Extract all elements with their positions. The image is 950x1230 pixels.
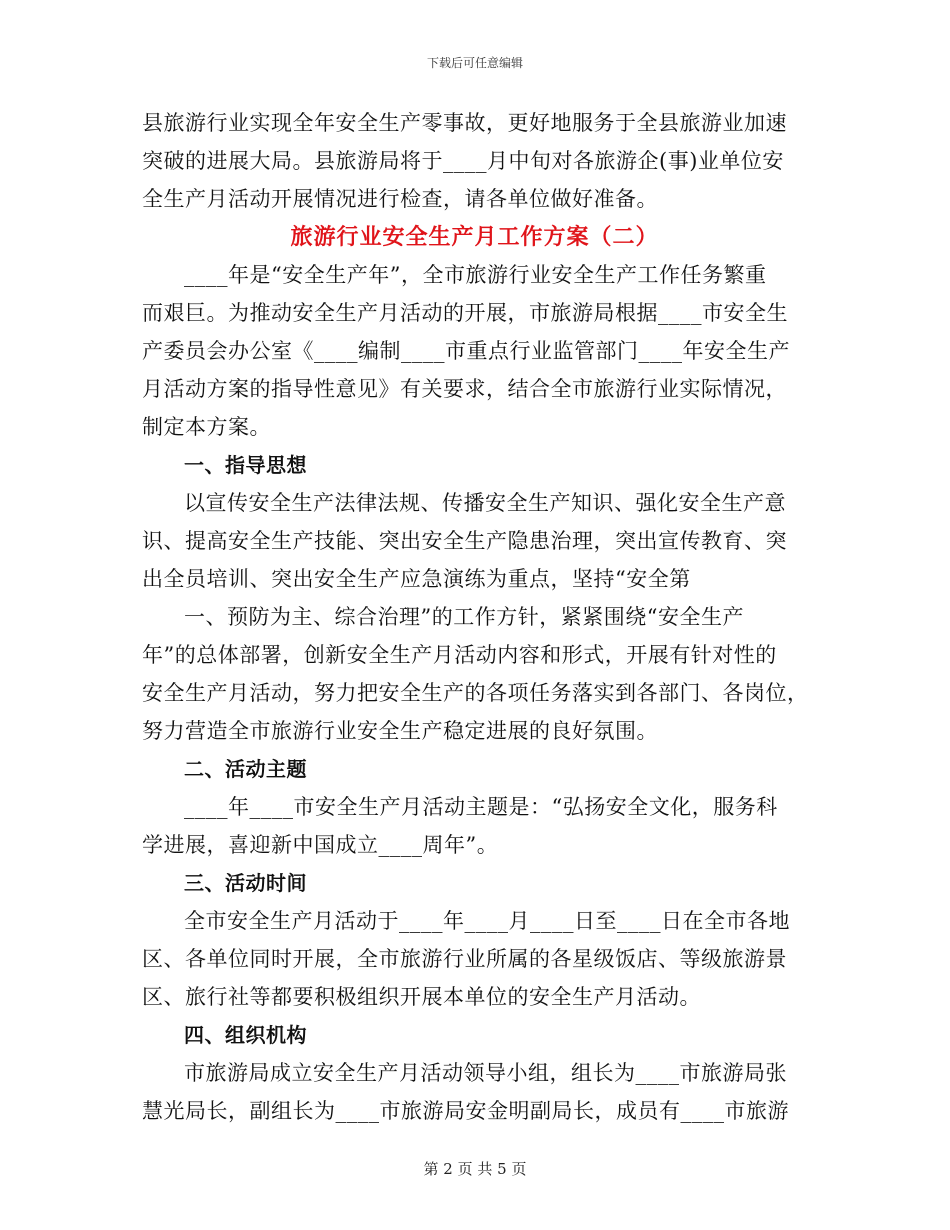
section-heading: 二、活动主题 xyxy=(184,757,307,781)
page-header: 下载后可任意编辑 xyxy=(426,56,523,70)
paragraph-line: 安全生产月活动，努力把安全生产的各项任务落实到各部门、各岗位， xyxy=(142,681,809,705)
section-heading: 一、指导思想 xyxy=(184,453,307,477)
paragraph-line: 全市安全生产月活动于____年____月____日至____日在全市各地 xyxy=(184,909,790,933)
paragraph-line: 慧光局长，副组长为____市旅游局安金明副局长，成员有____市旅游 xyxy=(142,1099,789,1123)
paragraph-line: 制定本方案。 xyxy=(142,415,271,439)
paragraph-line: 县旅游行业实现全年安全生产零事故，更好地服务于全县旅游业加速 xyxy=(142,111,787,135)
paragraph-line: 而艰巨。为推动安全生产月活动的开展，市旅游局根据____市安全生 xyxy=(142,301,788,325)
paragraph-line: 年”的总体部署，创新安全生产月活动内容和形式，开展有针对性的 xyxy=(142,643,777,667)
paragraph-line: 一、预防为主、综合治理”的工作方针，紧紧围绕“安全生产 xyxy=(184,605,744,629)
paragraph-line: 出全员培训、突出安全生产应急演练为重点，坚持“安全第 xyxy=(142,567,691,591)
paragraph-line: 月活动方案的指导性意见》有关要求，结合全市旅游行业实际情况， xyxy=(142,377,787,401)
page-number: 第 2 页 共 5 页 xyxy=(423,1160,527,1178)
paragraph-line: 学进展，喜迎新中国成立____周年”。 xyxy=(142,833,499,857)
section-heading: 四、组织机构 xyxy=(184,1023,307,1047)
document-title: 旅游行业安全生产月工作方案（二） xyxy=(290,224,659,250)
paragraph-line: ____年是“安全生产年”，全市旅游行业安全生产工作任务繁重 xyxy=(184,263,767,287)
section-heading: 三、活动时间 xyxy=(184,871,307,895)
paragraph-line: 以宣传安全生产法律法规、传播安全生产知识、强化安全生产意 xyxy=(184,491,786,515)
paragraph-line: 全生产月活动开展情况进行检查，请各单位做好准备。 xyxy=(142,187,658,211)
paragraph-line: 市旅游局成立安全生产月活动领导小组，组长为____市旅游局张 xyxy=(184,1061,787,1085)
paragraph-line: 区、旅行社等都要积极组织开展本单位的安全生产月活动。 xyxy=(142,985,701,1009)
paragraph-line: 突破的进展大局。县旅游局将于____月中旬对各旅游企(事)业单位安 xyxy=(142,149,784,173)
paragraph-line: ____年____市安全生产月活动主题是：“弘扬安全文化，服务科 xyxy=(184,795,778,819)
paragraph-line: 产委员会办公室《____编制____市重点行业监管部门____年安全生产 xyxy=(142,339,790,363)
paragraph-line: 努力营造全市旅游行业安全生产稳定进展的良好氛围。 xyxy=(142,719,658,743)
paragraph-line: 识、提高安全生产技能、突出安全生产隐患治理，突出宣传教育、突 xyxy=(142,529,787,553)
document-body xyxy=(142,104,807,1130)
paragraph-line: 区、各单位同时开展，全市旅游行业所属的各星级饭店、等级旅游景 xyxy=(142,947,787,971)
